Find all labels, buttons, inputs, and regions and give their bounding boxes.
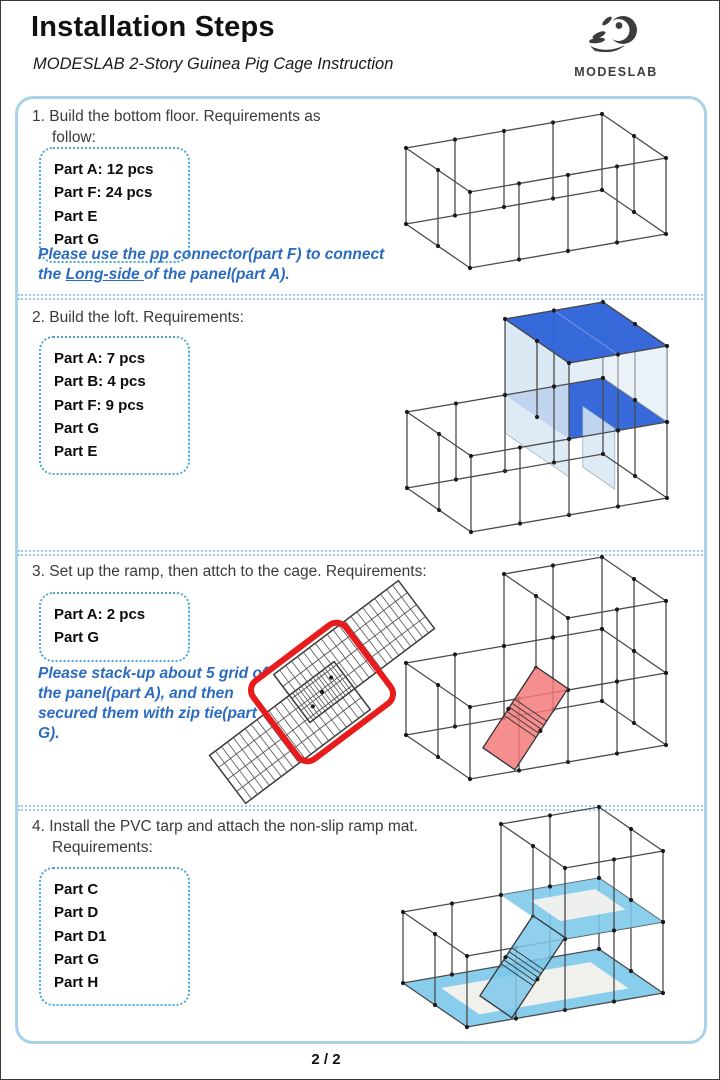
note-text: Please use the pp connector(part F) to connect the xyxy=(38,246,385,284)
section-step-3 xyxy=(18,556,703,805)
part-item: Part G xyxy=(54,950,100,968)
main-content-box xyxy=(15,96,707,1044)
step-1-heading-line1: 1. Build the bottom floor. Requirements as xyxy=(32,108,321,125)
part-item: Part A: 7 pcs xyxy=(54,350,146,367)
part-item: Part D xyxy=(54,904,99,922)
step-2-heading-line1: 2. Build the loft. Requirements: xyxy=(32,309,244,326)
page-title: Installation Steps xyxy=(31,11,275,43)
page-number: 2 / 2 xyxy=(311,1051,341,1068)
brand-name: MODESLAB xyxy=(574,65,658,79)
bottom-floor-wireframe-diagram xyxy=(390,103,707,293)
step-4-heading-line1: 4. Install the PVC tarp and attach the non-slip ramp mat. xyxy=(32,818,418,835)
note-text: of the panel(part A). xyxy=(143,266,290,284)
part-item: Part A: 12 pcs xyxy=(54,161,154,178)
brand-logo xyxy=(561,13,671,79)
page-subtitle: MODESLAB 2-Story Guinea Pig Cage Instruction xyxy=(33,55,394,73)
section-step-2 xyxy=(18,300,703,550)
loft-wireframe-diagram xyxy=(388,300,707,550)
step-1-heading-line2: follow: xyxy=(52,128,96,146)
step-2-parts-box xyxy=(39,336,190,475)
part-item: Part E xyxy=(54,443,98,460)
part-item: Part G xyxy=(54,230,100,248)
cage-with-tarp-diagram xyxy=(386,807,707,1043)
step-3-parts-box xyxy=(39,592,190,662)
step-1-note xyxy=(38,245,410,285)
step-3-heading-line1: 3. Set up the ramp, then attch to the cage. Requirements: xyxy=(32,563,427,580)
step-4-heading-line2: Requirements: xyxy=(52,838,153,856)
step-3-note: Please stack-up about 5 grid of the panel(part A), and then secured them with zip tie(part G). xyxy=(38,665,268,743)
step-4-parts-box xyxy=(39,867,190,1006)
part-item: Part E xyxy=(54,207,98,225)
part-item: Part G xyxy=(54,419,100,437)
part-item: Part G xyxy=(54,629,100,647)
step-1-heading xyxy=(32,107,412,149)
part-item: Part C xyxy=(54,881,99,898)
part-item: Part B: 4 pcs xyxy=(54,373,146,391)
section-step-4 xyxy=(18,811,703,1041)
part-item: Part D1 xyxy=(54,927,107,945)
part-item: Part A: 2 pcs xyxy=(54,606,146,623)
cage-with-ramp-diagram xyxy=(388,556,707,806)
section-step-1 xyxy=(18,99,703,294)
part-item: Part H xyxy=(54,974,99,991)
modeslab-bird-logo-icon xyxy=(585,13,647,59)
note-underlined-text: Long-side xyxy=(65,266,144,284)
part-item: Part F: 9 pcs xyxy=(54,396,145,414)
part-item: Part F: 24 pcs xyxy=(54,184,153,202)
